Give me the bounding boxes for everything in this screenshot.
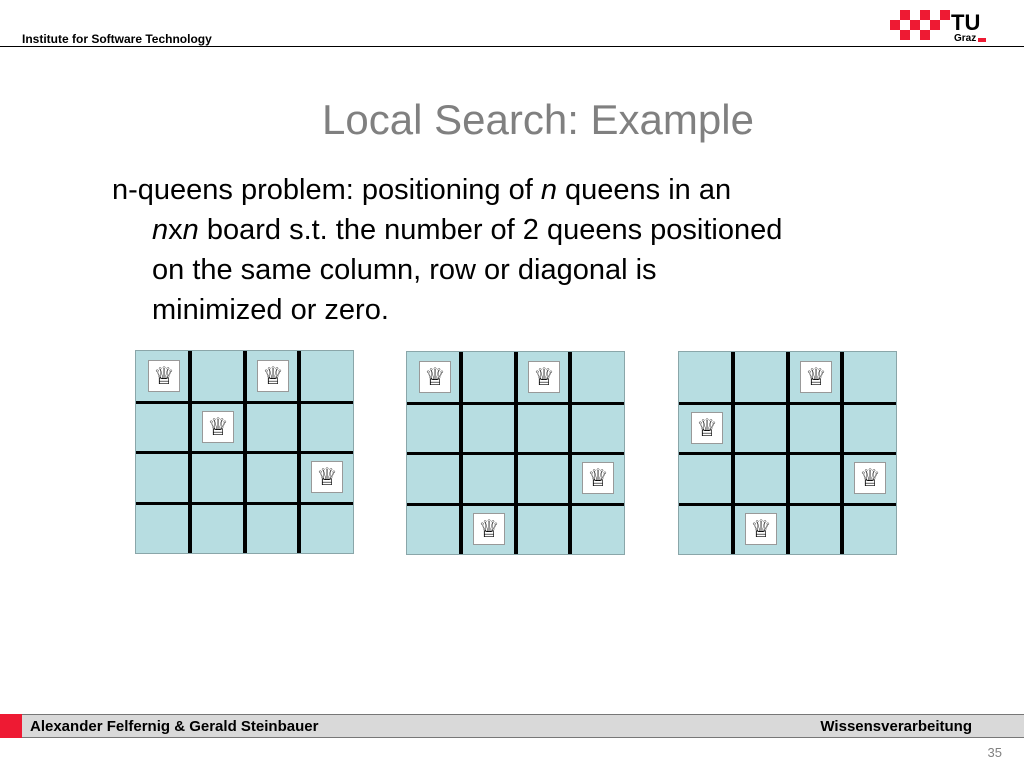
board-grid-line-horizontal bbox=[679, 452, 896, 455]
footer-authors: Alexander Felfernig & Gerald Steinbauer bbox=[30, 718, 319, 735]
board-grid-line-vertical bbox=[840, 352, 844, 554]
board-grid-line-vertical bbox=[568, 352, 572, 554]
board-grid-line-horizontal bbox=[136, 502, 353, 505]
body-line-1 bbox=[112, 170, 912, 210]
queen-icon: ♕ bbox=[202, 411, 234, 443]
body-line-2-rest: board s.t. the number of 2 queens positioned bbox=[198, 214, 783, 246]
queen-icon: ♕ bbox=[745, 513, 777, 545]
body-line-1-a: n-queens problem: positioning of bbox=[112, 174, 541, 206]
tu-graz-logo bbox=[888, 6, 992, 44]
footer-accent bbox=[0, 714, 22, 738]
queen-icon: ♕ bbox=[691, 412, 723, 444]
board-grid-line-horizontal bbox=[407, 452, 624, 455]
queen-icon: ♕ bbox=[528, 361, 560, 393]
queen-icon: ♕ bbox=[582, 462, 614, 494]
queen-icon: ♕ bbox=[473, 513, 505, 545]
slide-body-text bbox=[112, 170, 912, 330]
board-2 bbox=[406, 351, 625, 555]
board-1 bbox=[135, 350, 354, 554]
queen-icon: ♕ bbox=[419, 361, 451, 393]
page-number: 35 bbox=[987, 745, 1002, 760]
body-n1-italic: n bbox=[152, 214, 169, 246]
logo-tu-text: TU bbox=[951, 10, 981, 35]
footer-course: Wissensverarbeitung bbox=[820, 718, 972, 735]
queen-icon: ♕ bbox=[148, 360, 180, 392]
queen-icon: ♕ bbox=[854, 462, 886, 494]
body-line-3: on the same column, row or diagonal is bbox=[152, 254, 657, 286]
board-grid-line-horizontal bbox=[136, 451, 353, 454]
board-grid-line-horizontal bbox=[407, 503, 624, 506]
body-n-italic: n bbox=[540, 174, 557, 206]
body-line-4: minimized or zero. bbox=[152, 294, 389, 326]
board-3 bbox=[678, 351, 897, 555]
body-n2-italic: n bbox=[182, 214, 199, 246]
queen-icon: ♕ bbox=[311, 461, 343, 493]
board-grid-line-vertical bbox=[297, 351, 301, 553]
body-line-1-b: queens in an bbox=[556, 174, 732, 206]
body-x: x bbox=[168, 214, 183, 246]
board-grid-line-horizontal bbox=[679, 503, 896, 506]
body-line-2 bbox=[112, 210, 912, 250]
institute-name: Institute for Software Technology bbox=[22, 32, 212, 46]
logo-graz-text: Graz bbox=[954, 33, 977, 44]
queen-icon: ♕ bbox=[800, 361, 832, 393]
queen-icon: ♕ bbox=[257, 360, 289, 392]
slide-title: Local Search: Example bbox=[322, 96, 754, 143]
header-divider bbox=[0, 46, 1024, 47]
